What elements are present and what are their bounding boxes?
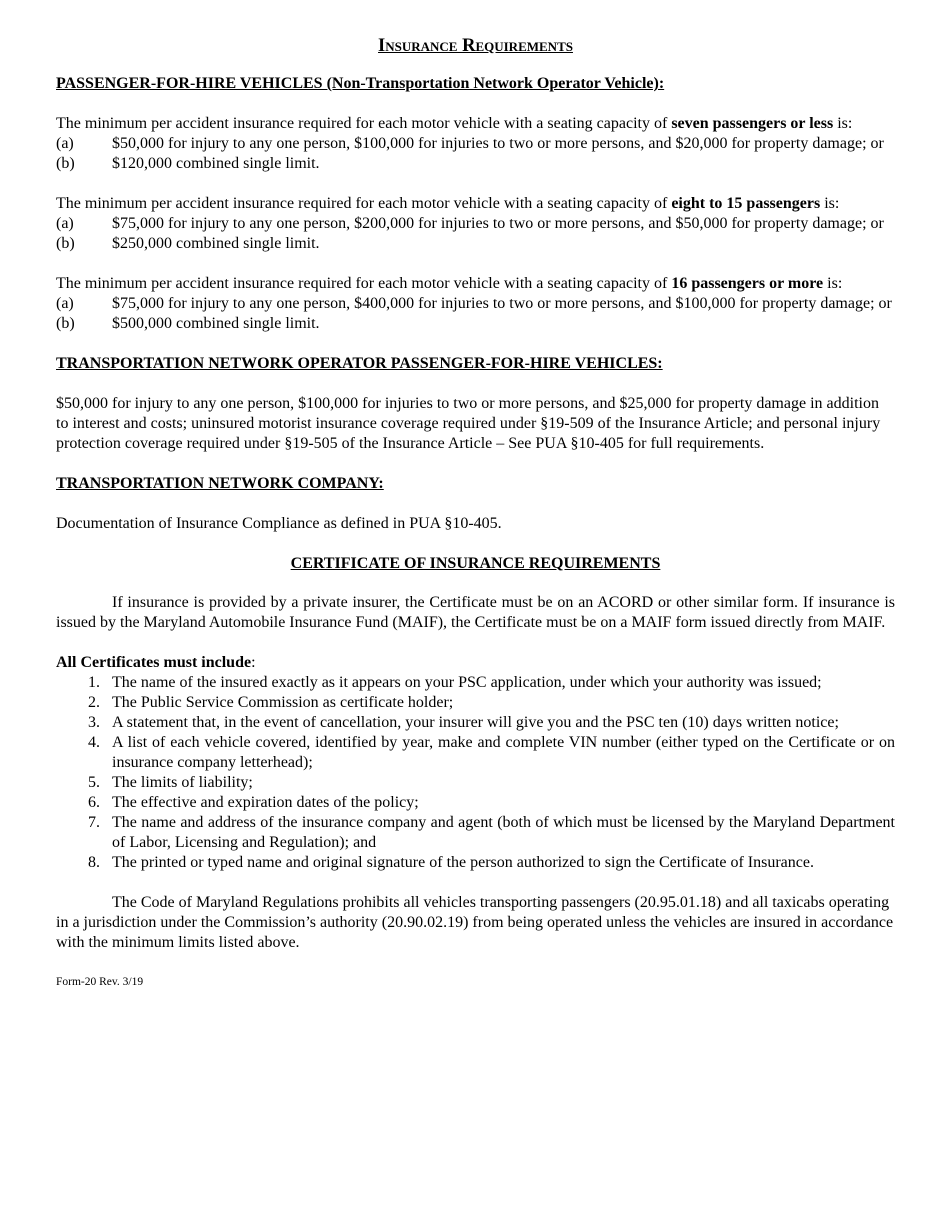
list-item [56, 673, 895, 693]
list-item-number: 2. [88, 694, 100, 711]
tnc-body: Documentation of Insurance Compliance as defined in PUA §10-405. [56, 515, 502, 532]
tier-intro [56, 114, 895, 134]
form-number: Form-20 Rev. 3/19 [56, 976, 144, 988]
option-text: $120,000 combined single limit. [112, 155, 320, 172]
tier-intro-text: The minimum per accident insurance required for each motor vehicle with a seating capacity of [56, 275, 672, 292]
list-item-number: 4. [88, 734, 100, 751]
list-item [56, 853, 895, 873]
tier-intro-text: The minimum per accident insurance required for each motor vehicle with a seating capacity of [56, 115, 672, 132]
certificate-intro: If insurance is provided by a private insurer, the Certificate must be on an ACORD or other similar form. If insurance is issued by the Maryland Automobile Insurance Fund (MAIF), the Certificate must be on a MAIF form issued directly from MAIF. [56, 594, 895, 631]
list-item-number: 8. [88, 854, 100, 871]
tier-options [56, 134, 895, 174]
option-text: $250,000 combined single limit. [112, 235, 320, 252]
option-label: (a) [56, 295, 74, 312]
certificate-requirements-list [56, 673, 895, 873]
option-label: (b) [56, 235, 75, 252]
tier-option [56, 234, 895, 254]
tier-options [56, 294, 895, 334]
option-text: $75,000 for injury to any one person, $200,000 for injuries to two or more persons, and $50,000 for property damage; or [112, 215, 884, 232]
list-item-number: 3. [88, 714, 100, 731]
option-label: (a) [56, 215, 74, 232]
list-item-number: 7. [88, 814, 100, 831]
option-label: (b) [56, 315, 75, 332]
tier-option [56, 154, 895, 174]
page-title: Insurance Requirements [378, 36, 573, 56]
tno-vehicles-body: $50,000 for injury to any one person, $100,000 for injuries to two or more persons, and $25,000 for property damage in addition to interest and costs; uninsured motorist insurance coverage required under §19-509 of the Insurance Article; and personal injury protection coverage required under §19-505 of the Insurance Article – See PUA §10-405 for full requirements. [56, 395, 881, 452]
tier-option [56, 294, 895, 314]
option-text: $500,000 combined single limit. [112, 315, 320, 332]
tier-intro-tail: is: [823, 275, 843, 292]
list-item-number: 5. [88, 774, 100, 791]
list-item-number: 6. [88, 794, 100, 811]
tier-options [56, 214, 895, 254]
certificate-list-heading-colon: : [251, 654, 256, 671]
option-text: $75,000 for injury to any one person, $400,000 for injuries to two or more persons, and $100,000 for property damage; or [112, 295, 892, 312]
tier-intro [56, 194, 895, 214]
list-item [56, 813, 895, 853]
list-item [56, 713, 895, 733]
tier-option [56, 214, 895, 234]
list-item-text: A list of each vehicle covered, identified by year, make and complete VIN number (either typed on the Certificate or on insurance company letterhead); [112, 734, 895, 771]
tier-capacity: seven passengers or less [671, 115, 834, 132]
list-item-text: The Public Service Commission as certificate holder; [112, 694, 454, 711]
list-item [56, 773, 895, 793]
option-label: (a) [56, 135, 74, 152]
certificate-list-heading [56, 653, 895, 673]
list-item [56, 693, 895, 713]
list-item-text: The printed or typed name and original signature of the person authorized to sign the Certificate of Insurance. [112, 854, 814, 871]
passenger-for-hire-heading: PASSENGER-FOR-HIRE VEHICLES (Non-Transportation Network Operator Vehicle): [56, 75, 665, 92]
list-item-text: The limits of liability; [112, 774, 253, 791]
option-label: (b) [56, 155, 75, 172]
tier-option [56, 314, 895, 334]
tier-capacity: 16 passengers or more [671, 275, 824, 292]
list-item [56, 733, 895, 773]
list-item-text: The name of the insured exactly as it appears on your PSC application, under which your authority was issued; [112, 674, 822, 691]
certificate-heading: CERTIFICATE OF INSURANCE REQUIREMENTS [290, 555, 661, 572]
tier-intro-text: The minimum per accident insurance required for each motor vehicle with a seating capacity of [56, 195, 672, 212]
list-item-text: A statement that, in the event of cancellation, your insurer will give you and the PSC ten (10) days written notice; [112, 714, 839, 731]
list-item [56, 793, 895, 813]
tier-intro [56, 274, 895, 294]
regulations-closing: The Code of Maryland Regulations prohibits all vehicles transporting passengers (20.95.01.18) and all taxicabs operating in a jurisdiction under the Commission’s authority (20.90.02.19) from being operated unless the vehicles are insured in accordance with the minimum limits listed above. [56, 894, 894, 951]
tno-vehicles-heading: TRANSPORTATION NETWORK OPERATOR PASSENGER-FOR-HIRE VEHICLES: [56, 355, 663, 372]
tier-option [56, 134, 895, 154]
tier-capacity: eight to 15 passengers [671, 195, 821, 212]
list-item-text: The effective and expiration dates of the policy; [112, 794, 419, 811]
tier-intro-tail: is: [820, 195, 840, 212]
list-item-text: The name and address of the insurance company and agent (both of which must be licensed by the Maryland Department of Labor, Licensing and Regulation); and [112, 814, 895, 851]
option-text: $50,000 for injury to any one person, $100,000 for injuries to two or more persons, and $20,000 for property damage; or [112, 135, 884, 152]
certificate-list-heading-bold: All Certificates must include [56, 654, 252, 671]
list-item-number: 1. [88, 674, 100, 691]
tier-intro-tail: is: [833, 115, 853, 132]
tnc-heading: TRANSPORTATION NETWORK COMPANY: [56, 475, 384, 492]
